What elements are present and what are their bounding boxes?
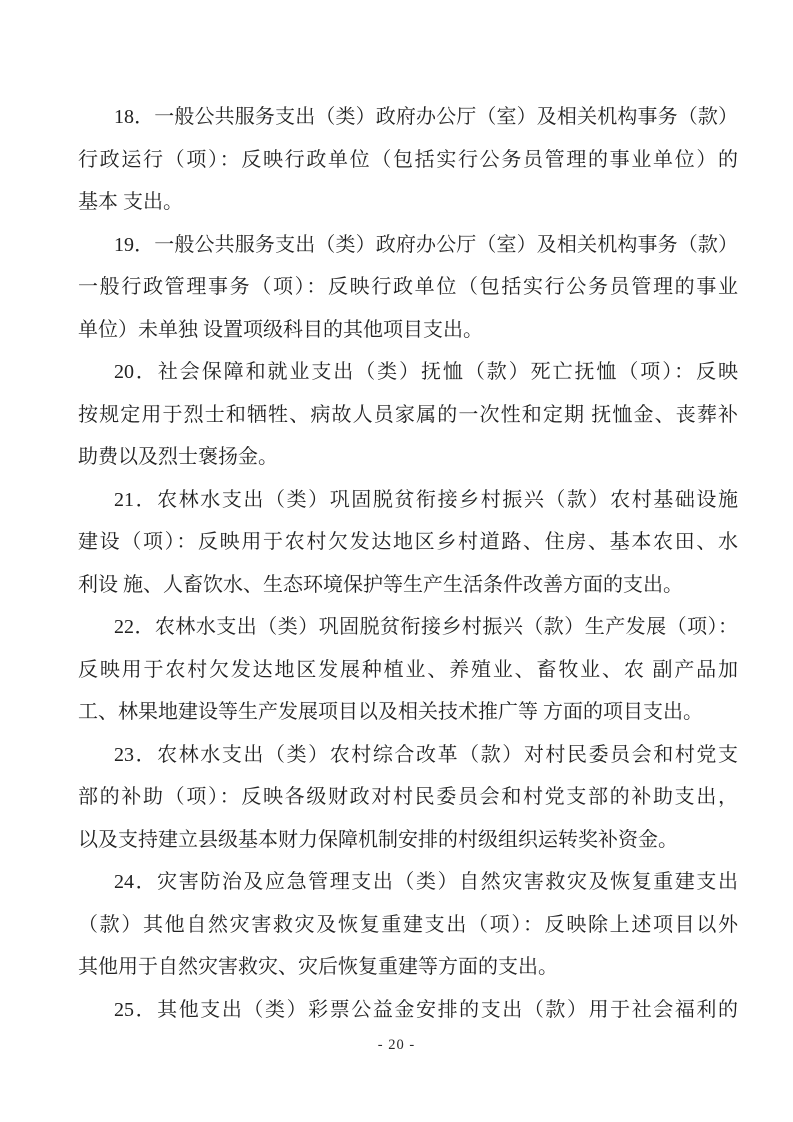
text-line: 24．灾害防治及应急管理支出（类）自然灾害救灾及恢复重建支出 (114, 871, 738, 893)
paragraph-25 (78, 989, 738, 1032)
paragraph-19 (78, 224, 738, 352)
text-line: 工、林果地建设等生产发展项目以及相关技术推广等 方面的项目支出。 (78, 701, 703, 723)
text-line: 一般行政管理事务（项）：反映行政单位（包括实行公务员管理的事业 (78, 276, 738, 298)
text-line: 18．一般公共服务支出（类）政府办公厅（室）及相关机构事务（款） (114, 106, 738, 128)
text-line: 以及支持建立县级基本财力保障机制安排的村级组织运转奖补资金。 (78, 828, 678, 851)
paragraph-24 (78, 861, 738, 989)
text-line: 其他用于自然灾害救灾、灾后恢复重建等方面的支出。 (78, 956, 558, 978)
document-body (78, 96, 738, 1031)
text-line: 21．农林水支出（类）巩固脱贫衔接乡村振兴（款）农村基础设施 (114, 488, 738, 511)
text-line: 基本 支出。 (78, 191, 183, 213)
page-number: - 20 - (377, 1037, 416, 1053)
text-line: 建设（项）：反映用于农村欠发达地区乡村道路、住房、基本农田、水 (78, 531, 738, 553)
text-line: 23．农林水支出（类）农村综合改革（款）对村民委员会和村党支 (114, 743, 738, 766)
paragraph-21 (78, 479, 738, 607)
text-line: 反映用于农村欠发达地区发展种植业、养殖业、畜牧业、农 副产品加 (78, 658, 738, 681)
text-line: （款）其他自然灾害救灾及恢复重建支出（项）：反映除上述项目以外 (78, 913, 738, 936)
paragraph-22 (78, 606, 738, 734)
text-line: 行政运行（项）：反映行政单位（包括实行公务员管理的事业单位）的 (78, 148, 738, 171)
text-line: 按规定用于烈士和牺牲、病故人员家属的一次性和定期 抚恤金、丧葬补 (78, 403, 738, 426)
text-line: 利设 施、人畜饮水、生态环境保护等生产生活条件改善方面的支出。 (78, 573, 683, 596)
text-line: 部的补助（项）：反映各级财政对村民委员会和村党支部的补助支出， (78, 786, 738, 808)
paragraph-23 (78, 734, 738, 862)
text-line: 25．其他支出（类）彩票公益金安排的支出（款）用于社会福利的 (114, 998, 738, 1021)
text-line: 单位）未单独 设置项级科目的其他项目支出。 (78, 318, 483, 341)
paragraph-18 (78, 96, 738, 224)
text-line: 助费以及烈士褒扬金。 (78, 446, 278, 468)
paragraph-20 (78, 351, 738, 479)
text-line: 19．一般公共服务支出（类）政府办公厅（室）及相关机构事务（款） (114, 233, 738, 256)
text-line: 22．农林水支出（类）巩固脱贫衔接乡村振兴（款）生产发展（项）： (114, 616, 738, 638)
text-line: 20．社会保障和就业支出（类）抚恤（款）死亡抚恤（项）：反映 (114, 361, 738, 383)
